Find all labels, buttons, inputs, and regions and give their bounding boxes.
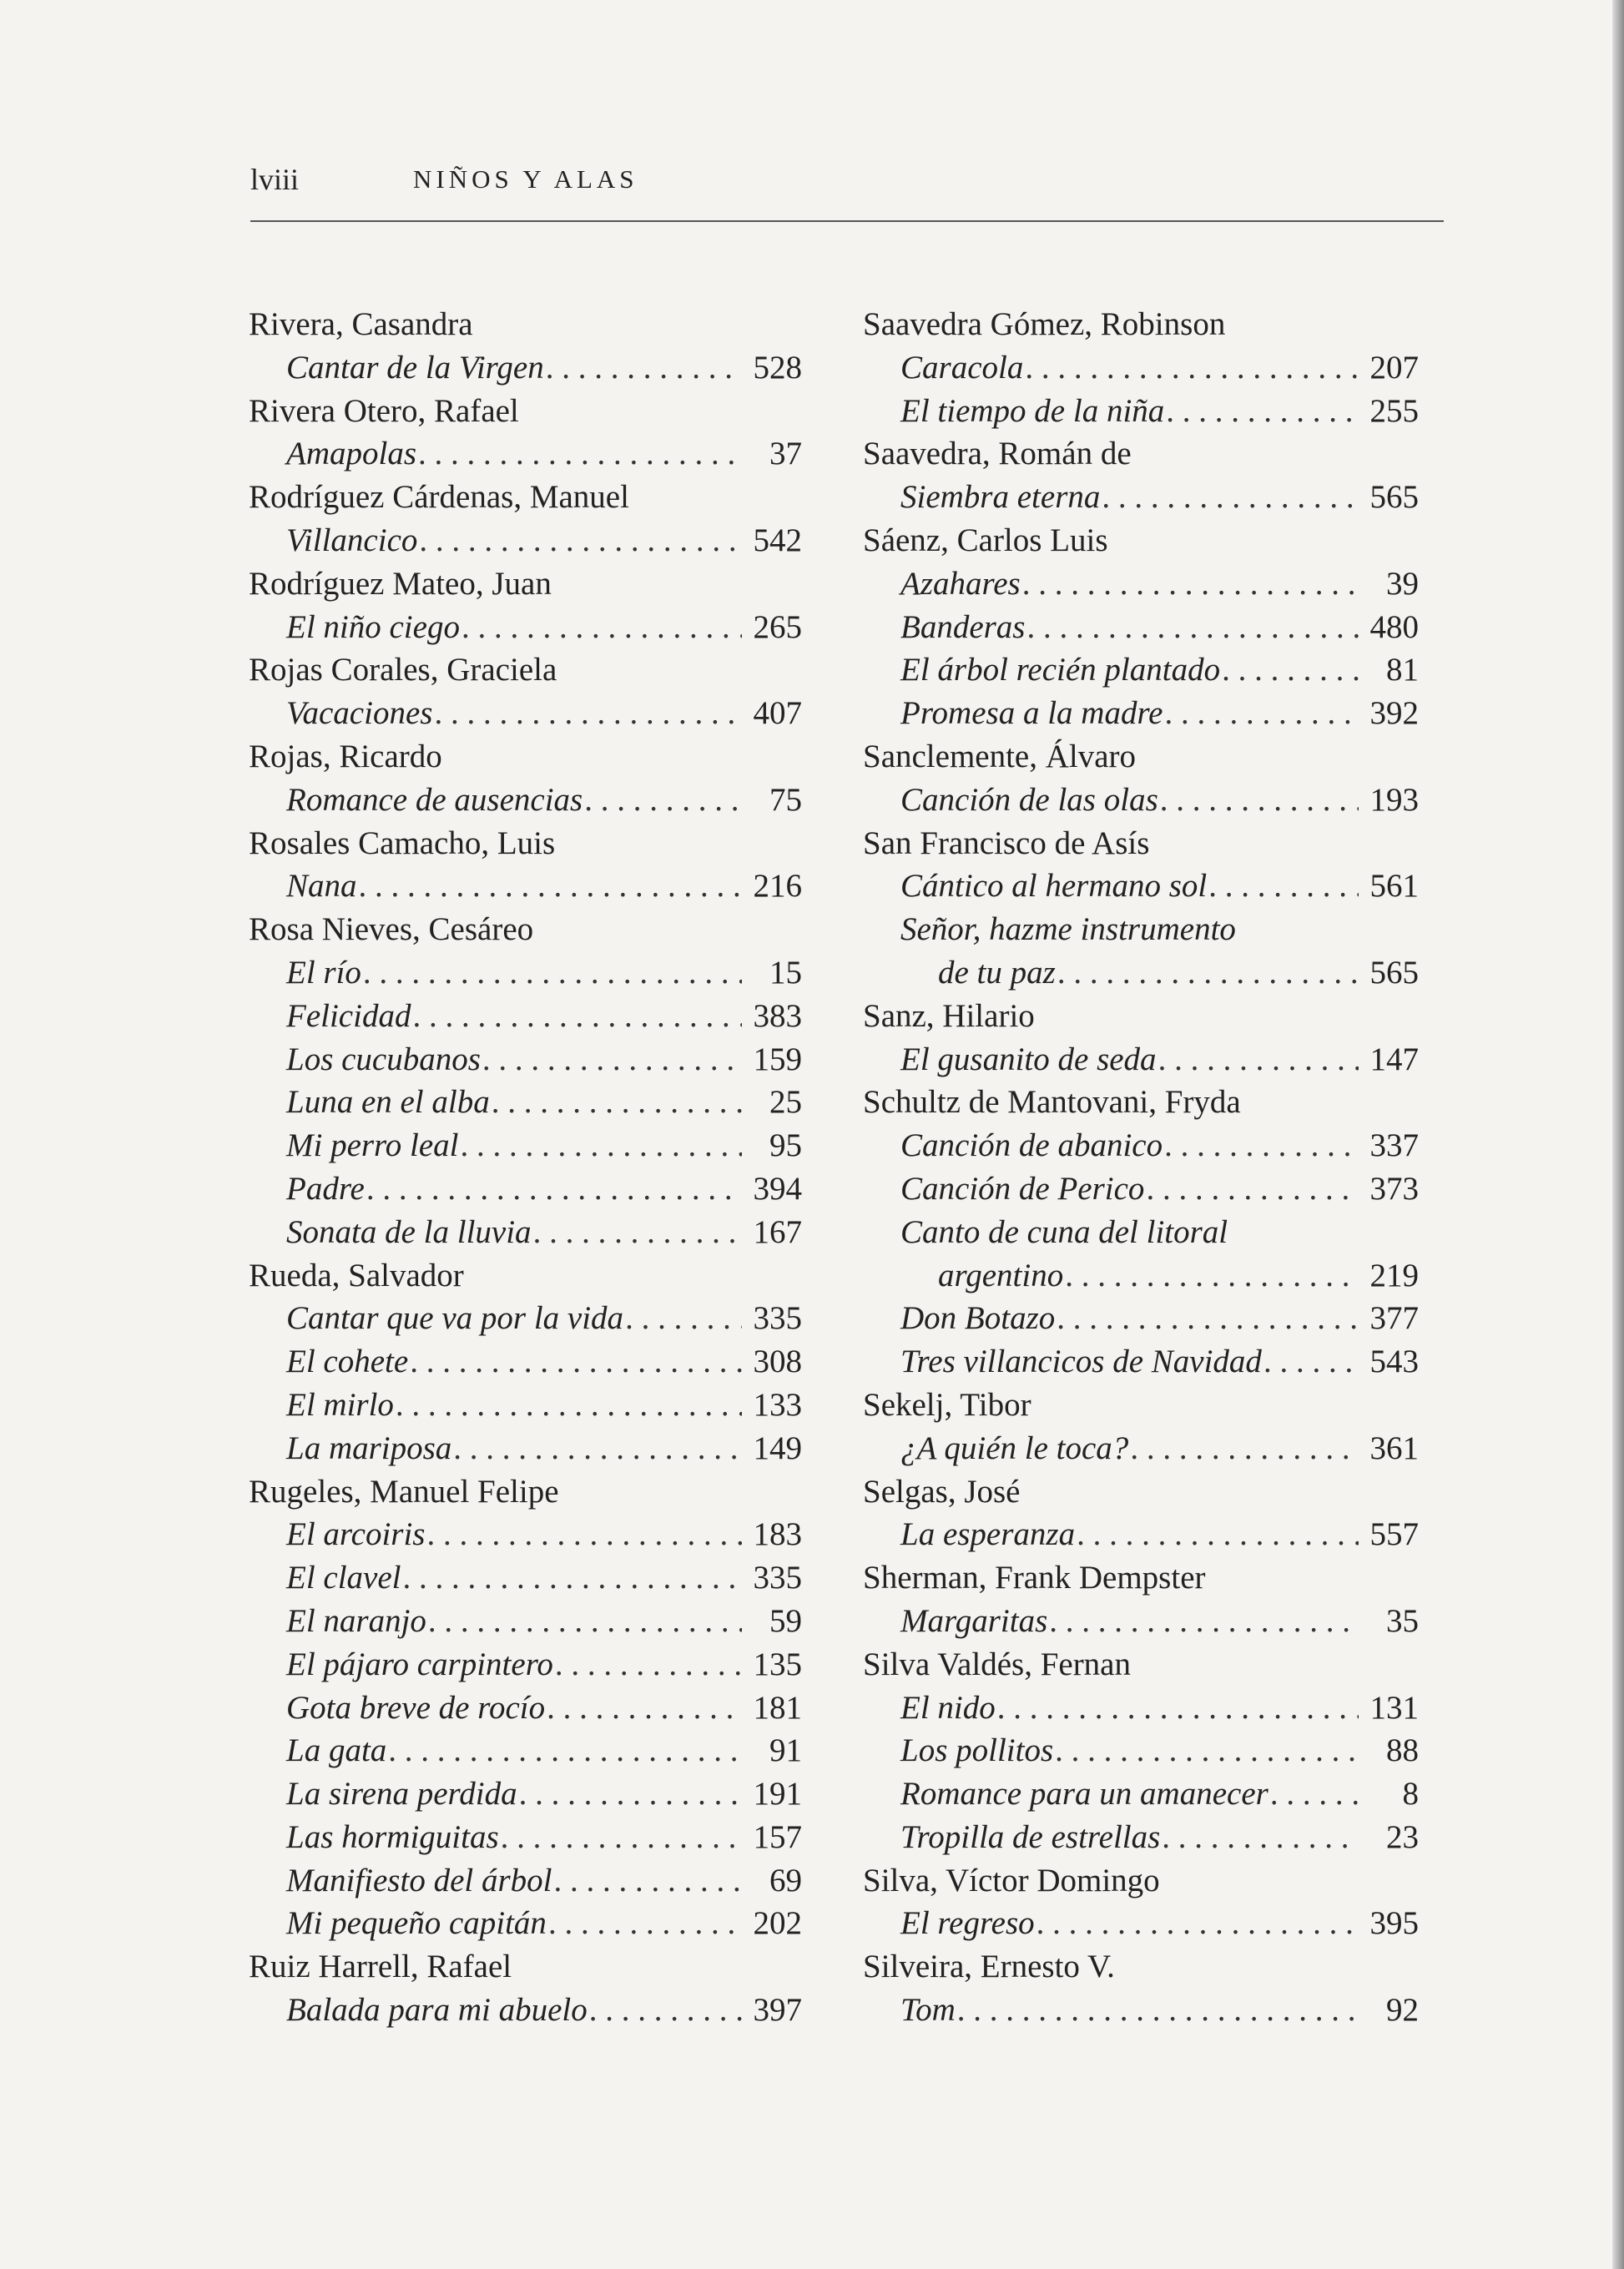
- page-ref: 95: [769, 1127, 802, 1164]
- author-name: Sanclemente, Álvaro: [863, 738, 1137, 774]
- dot-leader: [490, 1081, 742, 1124]
- index-column-right: [863, 303, 1419, 2032]
- poem-entry: [249, 865, 802, 908]
- page-ref: 193: [1369, 781, 1419, 818]
- dot-leader: [408, 1340, 742, 1384]
- page-ref: 69: [769, 1862, 802, 1898]
- page-ref: 480: [1369, 608, 1419, 645]
- dot-leader: [361, 951, 742, 995]
- poem-entry: [863, 1513, 1419, 1556]
- poem-title: Los pollitos: [900, 1732, 1054, 1769]
- dot-leader: [1026, 606, 1359, 649]
- author-name: San Francisco de Asís: [863, 824, 1150, 861]
- poem-title: Tres villancicos de Navidad: [900, 1344, 1262, 1380]
- dot-leader: [545, 1687, 742, 1730]
- poem-title: Romance para un amanecer: [900, 1776, 1268, 1813]
- dot-leader: [417, 519, 742, 562]
- poem-entry: [249, 346, 802, 390]
- page-ref: 133: [753, 1386, 802, 1423]
- poem-title: Mi perro leal: [286, 1127, 459, 1164]
- poem-title: Villancico: [286, 522, 418, 558]
- author-name: Ruiz Harrell, Rafael: [249, 1949, 512, 1985]
- poem-entry: [863, 1211, 1419, 1254]
- poem-entry: [863, 1340, 1419, 1384]
- dot-leader: [996, 1687, 1359, 1730]
- poem-title: El arcoiris: [286, 1516, 426, 1553]
- dot-leader: [588, 1989, 742, 2032]
- poem-entry: [863, 1254, 1419, 1298]
- page-ref: 92: [1386, 1992, 1419, 2029]
- poem-title: El mirlo: [286, 1386, 394, 1423]
- poem-entry: [249, 1772, 802, 1816]
- page-ref: 167: [753, 1213, 802, 1250]
- page-ref: 183: [753, 1516, 802, 1553]
- poem-title: Canto de cuna del litoral: [900, 1213, 1228, 1250]
- page-ref: 337: [1369, 1127, 1419, 1164]
- poem-entry: [863, 648, 1419, 692]
- page-ref: 543: [1369, 1344, 1419, 1380]
- poem-entry: [863, 779, 1419, 822]
- dot-leader: [517, 1772, 742, 1816]
- dot-leader: [357, 865, 742, 908]
- page-ref: 557: [1369, 1516, 1419, 1553]
- poem-title: Nana: [286, 868, 357, 905]
- page-ref: 395: [1369, 1905, 1419, 1942]
- dot-leader: [1163, 692, 1359, 735]
- poem-entry: [863, 390, 1419, 433]
- poem-entry: [863, 1772, 1419, 1816]
- poem-entry: [249, 1384, 802, 1427]
- dot-leader: [386, 1729, 742, 1772]
- page-number: lviii: [250, 163, 300, 196]
- dot-leader: [411, 995, 742, 1038]
- poem-title: La sirena perdida: [286, 1776, 517, 1813]
- page-ref: 88: [1386, 1732, 1419, 1769]
- dot-leader: [1157, 1038, 1359, 1082]
- page-ref: 157: [753, 1818, 802, 1855]
- page-ref: 81: [1386, 652, 1419, 688]
- poem-title: La mariposa: [286, 1429, 452, 1466]
- poem-entry: [863, 1816, 1419, 1859]
- poem-entry: [249, 1556, 802, 1600]
- dot-leader: [1023, 346, 1359, 390]
- poem-title: Canción de las olas: [900, 781, 1158, 818]
- page-ref: 308: [753, 1344, 802, 1380]
- poem-entry: [863, 346, 1419, 390]
- page-ref: 335: [753, 1560, 802, 1596]
- dot-leader: [1063, 1254, 1359, 1298]
- dot-leader: [552, 1859, 742, 1903]
- page-ref: 528: [753, 349, 802, 386]
- dot-leader: [544, 346, 742, 390]
- poem-entry: [863, 865, 1419, 908]
- running-title: NIÑOS Y ALAS: [413, 164, 638, 194]
- dot-leader: [583, 779, 742, 822]
- poem-entry: [863, 692, 1419, 735]
- page-ref: 23: [1386, 1818, 1419, 1855]
- dot-leader: [553, 1643, 742, 1687]
- page-ref: 35: [1386, 1602, 1419, 1639]
- page-ref: 407: [753, 695, 802, 732]
- poem-entry: [249, 692, 802, 735]
- page-ref: 565: [1369, 954, 1419, 991]
- dot-leader: [1035, 1902, 1359, 1945]
- poem-entry: [249, 1902, 802, 1945]
- author-name: Sherman, Frank Dempster: [863, 1560, 1206, 1596]
- page-ref: 159: [753, 1041, 802, 1077]
- poem-title: Los cucubanos: [286, 1041, 481, 1077]
- poem-title: Tropilla de estrellas: [900, 1818, 1161, 1855]
- poem-entry: [863, 908, 1419, 951]
- dot-leader: [1055, 1297, 1359, 1340]
- author-name: Rojas, Ricardo: [249, 738, 442, 774]
- poem-entry: [863, 1167, 1419, 1211]
- page-ref: 59: [769, 1602, 802, 1639]
- author-name: Schultz de Mantovani, Fryda: [863, 1084, 1241, 1121]
- dot-leader: [1207, 865, 1359, 908]
- page-ref: 397: [753, 1992, 802, 2029]
- dot-leader: [1056, 951, 1359, 995]
- page-ref: 265: [753, 608, 802, 645]
- poem-entry: [249, 606, 802, 649]
- page-ref: 8: [1402, 1776, 1419, 1813]
- page-header: [250, 162, 1444, 222]
- page-ref: 135: [753, 1646, 802, 1682]
- author-name: Sáenz, Carlos Luis: [863, 522, 1108, 558]
- dot-leader: [460, 606, 742, 649]
- poem-entry: [249, 1167, 802, 1211]
- dot-leader: [1128, 1427, 1359, 1470]
- poem-entry: [249, 1600, 802, 1643]
- poem-title: La esperanza: [900, 1516, 1076, 1553]
- poem-entry: [249, 1859, 802, 1903]
- poem-title: ¿A quién le toca?: [900, 1429, 1129, 1466]
- page-ref: 15: [769, 954, 802, 991]
- dot-leader: [1262, 1340, 1359, 1384]
- poem-title: La gata: [286, 1732, 387, 1769]
- poem-title: El nido: [900, 1689, 996, 1726]
- poem-title: Gota breve de rocío: [286, 1689, 546, 1726]
- author-name: Rosales Camacho, Luis: [249, 824, 556, 861]
- poem-title: Las hormiguitas: [286, 1818, 499, 1855]
- poem-entry: [249, 1816, 802, 1859]
- poem-title: Promesa a la madre: [900, 695, 1163, 732]
- poem-entry: [863, 1124, 1419, 1167]
- page-ref: 255: [1369, 392, 1419, 429]
- dot-leader: [956, 1989, 1359, 2032]
- poem-entry: [863, 606, 1419, 649]
- author-name: Rugeles, Manuel Felipe: [249, 1473, 559, 1510]
- page-ref: 383: [753, 997, 802, 1034]
- poem-entry: [863, 1902, 1419, 1945]
- poem-entry: [249, 519, 802, 562]
- poem-title: El árbol recién plantado: [900, 652, 1221, 688]
- poem-title: El gusanito de seda: [900, 1041, 1157, 1077]
- poem-title: Cántico al hermano sol: [900, 868, 1208, 905]
- page-ref: 39: [1386, 565, 1419, 602]
- poem-entry: [863, 1038, 1419, 1082]
- dot-leader: [1053, 1729, 1359, 1772]
- poem-entry: [249, 995, 802, 1038]
- poem-title: Canción de abanico: [900, 1127, 1163, 1164]
- dot-leader: [426, 1600, 742, 1643]
- poem-title: Siembra eterna: [900, 479, 1101, 516]
- poem-entry: [863, 562, 1419, 606]
- page-ref: 542: [753, 522, 802, 558]
- poem-entry: [249, 1211, 802, 1254]
- page-ref: 149: [753, 1429, 802, 1466]
- dot-leader: [1100, 476, 1359, 519]
- poem-title: El clavel: [286, 1560, 401, 1596]
- poem-entry: [249, 1513, 802, 1556]
- poem-title: Azahares: [900, 565, 1021, 602]
- author-name: Rueda, Salvador: [249, 1257, 464, 1293]
- page-ref: 216: [753, 868, 802, 905]
- page-ref: 91: [769, 1732, 802, 1769]
- author-name: Rosa Nieves, Cesáreo: [249, 911, 534, 948]
- poem-title: Romance de ausencias: [286, 781, 583, 818]
- poem-title: Don Botazo: [900, 1300, 1056, 1337]
- page-ref: 25: [769, 1084, 802, 1121]
- poem-title: Banderas: [900, 608, 1026, 645]
- author-name: Rojas Corales, Graciela: [249, 652, 557, 688]
- poem-title: de tu paz: [938, 954, 1056, 991]
- poem-title: Sonata de la lluvia: [286, 1213, 532, 1250]
- poem-title: El cohete: [286, 1344, 409, 1380]
- poem-entry: [249, 1297, 802, 1340]
- dot-leader: [416, 432, 742, 476]
- poem-title: Balada para mi abuelo: [286, 1992, 588, 2029]
- poem-entry: [249, 1038, 802, 1082]
- poem-title: Vacaciones: [286, 695, 433, 732]
- dot-leader: [1075, 1513, 1359, 1556]
- poem-title: El niño ciego: [286, 608, 460, 645]
- dot-leader: [623, 1297, 742, 1340]
- poem-entry: [249, 779, 802, 822]
- page-ref: 394: [753, 1170, 802, 1207]
- page-ref: 377: [1369, 1300, 1419, 1337]
- page-ref: 361: [1369, 1429, 1419, 1466]
- dot-leader: [499, 1816, 742, 1859]
- poem-entry: [249, 432, 802, 476]
- author-name: Silva Valdés, Fernan: [863, 1646, 1131, 1682]
- poem-entry: [863, 1297, 1419, 1340]
- author-name: Saavedra Gómez, Robinson: [863, 306, 1226, 342]
- page-ref: 561: [1369, 868, 1419, 905]
- poem-title: Caracola: [900, 349, 1024, 386]
- dot-leader: [1220, 648, 1359, 692]
- page-ref: 207: [1369, 349, 1419, 386]
- author-name: Sanz, Hilario: [863, 997, 1035, 1034]
- dot-leader: [1144, 1167, 1359, 1211]
- dot-leader: [1163, 1124, 1359, 1167]
- page-ref: 131: [1369, 1689, 1419, 1726]
- author-name: Sekelj, Tibor: [863, 1386, 1031, 1423]
- poem-entry: [863, 951, 1419, 995]
- poem-title: Felicidad: [286, 997, 411, 1034]
- poem-title: Padre: [286, 1170, 365, 1207]
- dot-leader: [432, 692, 742, 735]
- poem-title: El tiempo de la niña: [900, 392, 1165, 429]
- dot-leader: [1158, 779, 1359, 822]
- poem-entry: [249, 1687, 802, 1730]
- dot-leader: [532, 1211, 742, 1254]
- page-ref: 219: [1369, 1257, 1419, 1293]
- page-ref: 565: [1369, 479, 1419, 516]
- poem-title: argentino: [938, 1257, 1064, 1293]
- dot-leader: [401, 1556, 742, 1600]
- author-name: Rivera, Casandra: [249, 306, 473, 342]
- poem-title: Cantar de la Virgen: [286, 349, 544, 386]
- poem-entry: [249, 1729, 802, 1772]
- poem-title: Margaritas: [900, 1602, 1048, 1639]
- dot-leader: [1164, 390, 1359, 433]
- dot-leader: [365, 1167, 742, 1211]
- page-ref: 37: [769, 436, 802, 472]
- page-ref: 202: [753, 1905, 802, 1942]
- index-column-left: [249, 303, 802, 2032]
- poem-entry: [863, 1729, 1419, 1772]
- dot-leader: [1047, 1600, 1359, 1643]
- dot-leader: [547, 1902, 742, 1945]
- poem-entry: [249, 1124, 802, 1167]
- poem-entry: [863, 1427, 1419, 1470]
- author-name: Silva, Víctor Domingo: [863, 1862, 1160, 1898]
- poem-entry: [863, 1687, 1419, 1730]
- poem-title: Señor, hazme instrumento: [900, 911, 1236, 948]
- poem-entry: [249, 1643, 802, 1687]
- dot-leader: [1021, 562, 1359, 606]
- page-ref: 392: [1369, 695, 1419, 732]
- page-ref: 75: [769, 781, 802, 818]
- dot-leader: [451, 1427, 742, 1470]
- poem-entry: [249, 1081, 802, 1124]
- author-name: Rodríguez Cárdenas, Manuel: [249, 479, 629, 516]
- author-name: Silveira, Ernesto V.: [863, 1949, 1115, 1985]
- poem-entry: [249, 1427, 802, 1470]
- author-name: Saavedra, Román de: [863, 436, 1132, 472]
- author-name: Rivera Otero, Rafael: [249, 392, 519, 429]
- page-ref: 147: [1369, 1041, 1419, 1077]
- poem-entry: [249, 1989, 802, 2032]
- author-name: Rodríguez Mateo, Juan: [249, 565, 552, 602]
- poem-title: Tom: [900, 1992, 956, 2029]
- dot-leader: [459, 1124, 742, 1167]
- poem-title: Manifiesto del árbol: [286, 1862, 552, 1898]
- poem-title: Amapolas: [286, 436, 416, 472]
- dot-leader: [1268, 1772, 1359, 1816]
- poem-title: Canción de Perico: [900, 1170, 1145, 1207]
- dot-leader: [1160, 1816, 1359, 1859]
- page-edge: [1612, 0, 1624, 2269]
- poem-title: El regreso: [900, 1905, 1035, 1942]
- page-ref: 191: [753, 1776, 802, 1813]
- poem-title: El río: [286, 954, 361, 991]
- poem-entry: [863, 476, 1419, 519]
- page-ref: 335: [753, 1300, 802, 1337]
- poem-title: Luna en el alba: [286, 1084, 490, 1121]
- poem-title: El naranjo: [286, 1602, 426, 1639]
- dot-leader: [481, 1038, 742, 1082]
- page-ref: 181: [753, 1689, 802, 1726]
- dot-leader: [425, 1513, 742, 1556]
- author-name: Selgas, José: [863, 1473, 1021, 1510]
- poem-title: Mi pequeño capitán: [286, 1905, 547, 1942]
- poem-entry: [863, 1600, 1419, 1643]
- poem-entry: [249, 951, 802, 995]
- poem-entry: [863, 1989, 1419, 2032]
- poem-entry: [249, 1340, 802, 1384]
- poem-title: Cantar que va por la vida: [286, 1300, 624, 1337]
- poem-title: El pájaro carpintero: [286, 1646, 553, 1682]
- page-ref: 373: [1369, 1170, 1419, 1207]
- dot-leader: [394, 1384, 742, 1427]
